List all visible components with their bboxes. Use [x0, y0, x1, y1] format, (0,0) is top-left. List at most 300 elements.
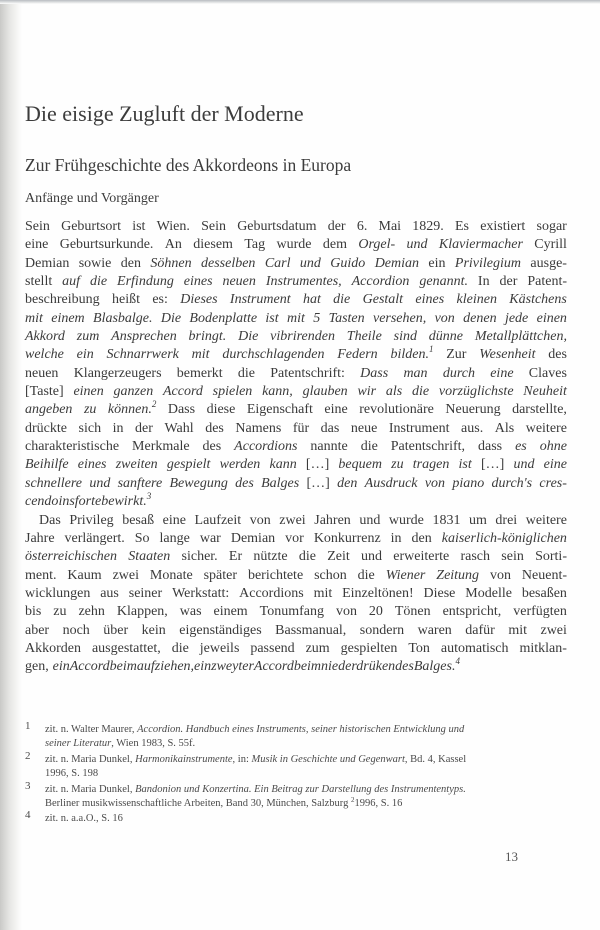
word: Akkorden	[25, 640, 81, 656]
word: gen,	[25, 659, 49, 675]
word: den	[411, 530, 432, 546]
italic-word: Ansprechen	[111, 329, 177, 345]
footnote-line: Berliner musikwissenschaftliche Arbeiten, Band 30, München, Salzburg $^2$1996, S. 16	[45, 795, 403, 809]
italic-word: niederdrüken	[321, 659, 396, 675]
italic-word: dünne	[428, 329, 464, 345]
footnote-number: 1	[25, 720, 31, 732]
word: die	[298, 549, 316, 565]
italic-word: piano	[452, 475, 485, 491]
word: noch	[62, 622, 90, 638]
word: Tag	[244, 237, 266, 253]
italic-word: die	[412, 384, 430, 400]
word: In	[477, 274, 490, 290]
word: Dass	[167, 402, 196, 418]
italic-word: mit	[287, 310, 305, 326]
word: Sein	[25, 219, 50, 234]
italic-word: Carl	[264, 255, 291, 271]
italic-word: Dieses	[180, 292, 218, 308]
word: aus	[100, 585, 119, 601]
word: für	[292, 420, 310, 436]
italic-word: Beihilfe	[25, 457, 69, 473]
word: Werkstatt:	[172, 585, 230, 601]
word: des	[205, 420, 224, 436]
italic-word: ein	[76, 347, 94, 363]
word: nützte	[253, 549, 288, 565]
italic-word: ins	[58, 494, 75, 510]
word: heißt	[112, 292, 140, 308]
word: So	[134, 530, 150, 546]
footnote-line: seiner Literatur, Wien 1983, S. 55f.	[45, 737, 196, 749]
word: die	[237, 365, 256, 381]
footnote-number: 2	[25, 750, 31, 762]
italic-word: zweyter	[211, 659, 254, 675]
italic-word: Neuheit	[523, 384, 567, 400]
italic-word: eine	[543, 457, 567, 473]
word: eine	[162, 512, 186, 528]
italic-word: und	[89, 475, 111, 491]
italic-text: Bandonion und Konzertina. Ein Beitrag zur Darstellung des Instrumententyps.	[135, 784, 466, 795]
italic-word: versehen,	[372, 310, 427, 326]
word: beschreibung	[25, 292, 100, 308]
word: und	[361, 549, 383, 565]
word: dafür	[465, 622, 495, 638]
italic-word: es	[515, 439, 527, 455]
text-line	[25, 530, 567, 548]
footnote-ref: 2	[351, 795, 355, 804]
word: aus.	[461, 420, 484, 436]
italic-word: und	[513, 457, 535, 473]
text-line	[25, 548, 567, 566]
word: drückte	[25, 420, 67, 436]
paragraph-2	[25, 512, 567, 677]
word: besaßen	[521, 585, 567, 601]
word: ausgestattet,	[91, 640, 161, 656]
footnote	[25, 750, 570, 781]
word: Das	[39, 512, 61, 528]
word: einem	[213, 604, 248, 620]
word: den	[120, 255, 141, 271]
italic-word: Accordions	[234, 439, 298, 455]
word: später	[203, 567, 238, 583]
word: schon	[314, 567, 347, 583]
word: bemerkt	[176, 365, 223, 381]
footnote-line: zit. n. a.a.O., S. 16	[45, 813, 123, 824]
italic-word: eines	[77, 457, 107, 473]
word: zum	[305, 640, 330, 656]
word: zehn	[78, 604, 105, 620]
word: Cyrill	[534, 237, 567, 253]
italic-word: mit	[191, 347, 210, 363]
word: berichtete	[247, 567, 304, 583]
word: sondern	[359, 622, 405, 638]
word: sowie	[78, 255, 112, 271]
footnote-ref: 2	[151, 399, 157, 410]
body-text	[25, 218, 567, 677]
word: Wahl	[164, 420, 194, 436]
word: diese	[206, 402, 236, 418]
italic-word: und	[406, 237, 428, 253]
word: [Taste]	[25, 384, 64, 400]
word: Eigenschaft	[246, 402, 313, 418]
italic-word: spielen	[212, 384, 253, 400]
word: von	[249, 512, 271, 528]
italic-word: ist	[265, 310, 279, 326]
text-line	[25, 346, 567, 364]
word: drei	[495, 512, 518, 528]
italic-word: cendo	[25, 494, 59, 510]
italic-word: sanftere	[117, 475, 163, 491]
word: 6.	[356, 219, 368, 234]
word: Konkurrenz	[313, 530, 381, 546]
italic-word: wir	[357, 384, 377, 400]
page-top-shadow	[0, 0, 600, 4]
italic-word: Klaviermacher	[438, 237, 523, 253]
footnote-line: zit. n. Maria Dunkel, Harmonikainstrumente, in: Musik in Geschichte und Gegenwart, Bd. 4, Kassel	[45, 754, 467, 765]
italic-word: Söhnen	[150, 255, 192, 271]
word: passend	[250, 640, 295, 656]
text-line	[25, 420, 567, 438]
italic-word: Die	[160, 310, 182, 326]
word: Merkmale	[132, 439, 190, 455]
italic-word: Dass	[360, 365, 389, 381]
paragraph-1	[25, 218, 567, 512]
word: 1829.	[412, 219, 444, 234]
italic-word: Tasten	[328, 310, 365, 326]
word: ment.	[25, 567, 57, 583]
italic-word: eine	[490, 365, 514, 381]
text-line	[25, 383, 567, 401]
italic-word: zu	[83, 402, 97, 418]
italic-word: Privilegium	[454, 255, 522, 271]
word: Ton	[408, 640, 430, 656]
italic-word: kann,	[262, 384, 293, 400]
word: erweiterte	[393, 549, 450, 565]
word: jeweils	[199, 640, 240, 656]
word: revolutionäre	[359, 402, 434, 418]
italic-word: ganzen	[113, 384, 154, 400]
word: mitklan-	[519, 640, 567, 656]
footnote	[25, 809, 570, 826]
word: darstellte,	[512, 402, 567, 418]
word: Kaum	[67, 567, 102, 583]
word: Tönen	[394, 604, 431, 620]
word: Bassmanual,	[275, 622, 347, 638]
page-number: 13	[505, 849, 518, 864]
subsection-title: Anfänge und Vorgänger	[25, 191, 159, 206]
text-line	[25, 401, 567, 419]
italic-word: sind	[393, 329, 417, 345]
italic-word: des	[235, 475, 254, 491]
word: nannte	[310, 439, 348, 455]
word: verfügten	[513, 604, 567, 620]
italic-word: cres-	[539, 475, 567, 491]
italic-word: bringt.	[188, 329, 227, 345]
italic-word: Guido	[330, 255, 366, 271]
section-title: Zur Frühgeschichte des Akkordeons in Europa	[25, 155, 352, 175]
italic-word: zu	[391, 457, 404, 473]
word: […]	[480, 457, 505, 473]
italic-word: Accord	[162, 384, 203, 400]
footnote	[25, 780, 570, 811]
footnote	[25, 720, 570, 751]
word: Diese	[423, 585, 456, 601]
italic-word: Metallplättchen,	[474, 329, 567, 345]
text-line	[25, 273, 567, 291]
word: mit	[508, 622, 527, 638]
italic-word: von	[424, 475, 446, 491]
footnote-ref: 3	[146, 491, 152, 502]
italic-text: Accordion. Handbuch eines Instruments, seiner historischen Entwicklung und	[137, 724, 465, 735]
italic-word: Theile	[346, 329, 382, 345]
italic-word: eines	[183, 274, 213, 290]
word: bis	[25, 604, 42, 620]
word: Er	[228, 549, 243, 565]
italic-word: können.$^2$	[107, 399, 157, 418]
word: um	[468, 512, 487, 528]
italic-word: ist	[458, 457, 472, 473]
italic-word: bequem	[338, 457, 382, 473]
italic-word: Federn	[337, 347, 378, 363]
word: .	[464, 274, 468, 290]
word: neue	[350, 420, 378, 436]
italic-word: einen	[536, 310, 567, 326]
italic-word: 5	[313, 310, 321, 326]
italic-word: durch	[442, 365, 475, 381]
italic-word: jede	[504, 310, 529, 326]
word: Wien.	[156, 219, 190, 234]
footnote-number: 4	[25, 809, 31, 821]
word: Demian	[230, 530, 276, 546]
italic-word: kann	[269, 457, 297, 473]
word: was	[179, 604, 202, 620]
italic-word: forte	[74, 494, 102, 510]
text-line	[25, 493, 567, 511]
footnote-line: zit. n. Walter Maurer, Accordion. Handbuch eines Instruments, seiner historischen Entwicklung und	[45, 724, 465, 735]
italic-word: ohne	[539, 439, 567, 455]
italic-word: Wesenheit	[479, 347, 536, 363]
word: besaß	[122, 512, 155, 528]
chapter-title: Die eisige Zugluft der Moderne	[25, 101, 304, 126]
word: Neuent-	[521, 567, 567, 583]
word: charakteristische	[25, 439, 120, 455]
text-line	[25, 310, 567, 328]
text-line	[25, 603, 567, 621]
italic-word: beim	[109, 659, 137, 675]
word: waren	[417, 622, 452, 638]
word: wicklungen	[25, 585, 91, 601]
word: neuen	[25, 365, 59, 381]
italic-word: denen	[463, 310, 497, 326]
word: Patentschrift:	[270, 365, 345, 381]
italic-word: den	[337, 475, 358, 491]
word: weitere	[525, 420, 567, 436]
word: diesem	[193, 237, 233, 253]
word: Neuerung	[445, 402, 501, 418]
italic-word: Bewegung	[169, 475, 228, 491]
word: Sorti-	[535, 549, 567, 565]
word: seiner	[128, 585, 163, 601]
word: Klangerzeugers	[73, 365, 162, 381]
word: Jahren	[314, 512, 351, 528]
word: über	[103, 622, 129, 638]
word: automatisch	[440, 640, 509, 656]
word: war	[199, 530, 221, 546]
italic-word: Zeitung	[436, 567, 480, 583]
word: Tonumfang	[259, 604, 324, 620]
word: Geburtsdatum	[237, 219, 317, 234]
word: stellt	[25, 274, 53, 290]
italic-word: aufziehen,	[136, 659, 195, 675]
word: Patentschrift,	[390, 439, 466, 455]
text-line	[25, 585, 567, 603]
word: Zeit	[327, 549, 350, 565]
italic-word: Accordion	[351, 274, 410, 290]
italic-word: vibrirenden	[270, 329, 335, 345]
word: ein	[428, 255, 446, 271]
italic-word: tragen	[412, 457, 450, 473]
italic-word: Demian	[374, 255, 420, 271]
word: Einzeltönen!	[342, 585, 414, 601]
text-line	[25, 236, 567, 254]
word: An	[164, 237, 182, 253]
word: Geburtsurkunde.	[59, 237, 154, 253]
word: dass	[478, 439, 503, 455]
italic-word: zweiten	[115, 457, 158, 473]
italic-word: vorzüglichste	[438, 384, 514, 400]
italic-word: Orgel-	[358, 237, 396, 253]
italic-word: hat	[302, 292, 321, 308]
word: Geburtsort	[61, 219, 121, 234]
italic-word: werden	[219, 457, 261, 473]
italic-word: österreichischen	[25, 549, 118, 565]
italic-word: Die	[238, 329, 259, 345]
text-line	[25, 438, 567, 456]
word: verlängert.	[64, 530, 125, 546]
italic-text: Harmonikainstrumente	[135, 754, 233, 765]
italic-word: Schnarrwerk	[106, 347, 179, 363]
word: Namens	[235, 420, 282, 436]
word: Demian	[25, 255, 70, 271]
word: zwei	[279, 512, 306, 528]
word: […]	[305, 457, 330, 473]
word: […]	[306, 475, 330, 491]
italic-word: bewirkt.$^3$	[101, 491, 152, 510]
word: die	[171, 640, 189, 656]
italic-word: Accord	[69, 659, 110, 675]
word: Laufzeit	[194, 512, 242, 528]
word: Privileg	[69, 512, 114, 528]
word: vor	[285, 530, 304, 546]
word: ist	[132, 219, 146, 234]
word: Monate	[149, 567, 193, 583]
text-line	[25, 658, 567, 676]
word: aber	[25, 622, 50, 638]
text-line	[25, 218, 567, 236]
word: Mai	[378, 219, 402, 234]
italic-word: durchschlagenden	[222, 347, 325, 363]
italic-word: glauben	[302, 384, 348, 400]
italic-word: Staaten	[128, 549, 171, 565]
word: des	[202, 439, 222, 455]
italic-word: von	[434, 310, 455, 326]
italic-word: Gestalt	[362, 292, 404, 308]
word: Claves	[528, 365, 567, 381]
word: Zur	[446, 347, 467, 363]
word: Patent-	[527, 274, 567, 290]
italic-word: Erfindung	[117, 274, 174, 290]
text-line	[25, 640, 567, 658]
word: lange	[159, 530, 190, 546]
word: entspricht,	[442, 604, 502, 620]
word: sogar	[536, 219, 567, 234]
text-line	[25, 456, 567, 474]
word: rasch	[460, 549, 491, 565]
italic-word: angeben	[25, 402, 73, 418]
word: es:	[152, 292, 168, 308]
italic-word: einen	[73, 384, 104, 400]
text-line	[25, 365, 567, 383]
word: Sein	[201, 219, 226, 234]
italic-word: desselben	[201, 255, 256, 271]
word: mit	[313, 585, 333, 601]
word: Accordions	[239, 585, 304, 601]
italic-word: ein	[52, 659, 70, 675]
italic-word: zum	[76, 329, 100, 345]
italic-word: des	[395, 659, 414, 675]
word: in	[390, 530, 402, 546]
italic-word: kaiserlich-königlichen	[441, 530, 567, 546]
italic-word: einem	[51, 310, 85, 326]
italic-word: und	[299, 255, 321, 271]
footnote-number: 3	[25, 780, 31, 792]
word: wurde	[276, 237, 312, 253]
italic-word: man	[403, 365, 428, 381]
word: der	[499, 274, 518, 290]
word: von	[335, 604, 357, 620]
word: eine	[324, 402, 348, 418]
italic-word: Instrument	[229, 292, 291, 308]
word: kein	[141, 622, 166, 638]
italic-word: durch's	[491, 475, 533, 491]
italic-word: Balges	[261, 475, 300, 491]
text-line	[25, 475, 567, 493]
italic-text: seiner Literatur	[45, 737, 112, 749]
word: des	[548, 347, 567, 363]
word: weitere	[525, 512, 567, 528]
text-line	[25, 291, 567, 309]
italic-word: als	[385, 384, 403, 400]
word: eigenständiges	[179, 622, 262, 638]
italic-word: Akkord	[25, 329, 65, 345]
italic-word: Balges.$^4$	[413, 656, 460, 675]
italic-word: neuen	[222, 274, 256, 290]
italic-word: bilden.$^1$	[390, 344, 434, 363]
word: das	[320, 420, 340, 436]
word: Es	[454, 219, 469, 234]
word: dem	[322, 237, 347, 253]
page-gutter-shadow	[0, 0, 22, 930]
word: zu	[53, 604, 67, 620]
word: Klappen,	[116, 604, 168, 620]
italic-word: beim	[293, 659, 322, 675]
word: der	[327, 219, 346, 234]
word: und	[359, 512, 381, 528]
italic-word: Wiener	[385, 567, 426, 583]
italic-word: Kästchens	[509, 292, 567, 308]
text-line	[25, 255, 567, 273]
word: sein	[501, 549, 524, 565]
footnote-line: zit. n. Maria Dunkel, Bandonion und Konzertina. Ein Beitrag zur Darstellung des Instrumententyps.	[45, 784, 466, 795]
